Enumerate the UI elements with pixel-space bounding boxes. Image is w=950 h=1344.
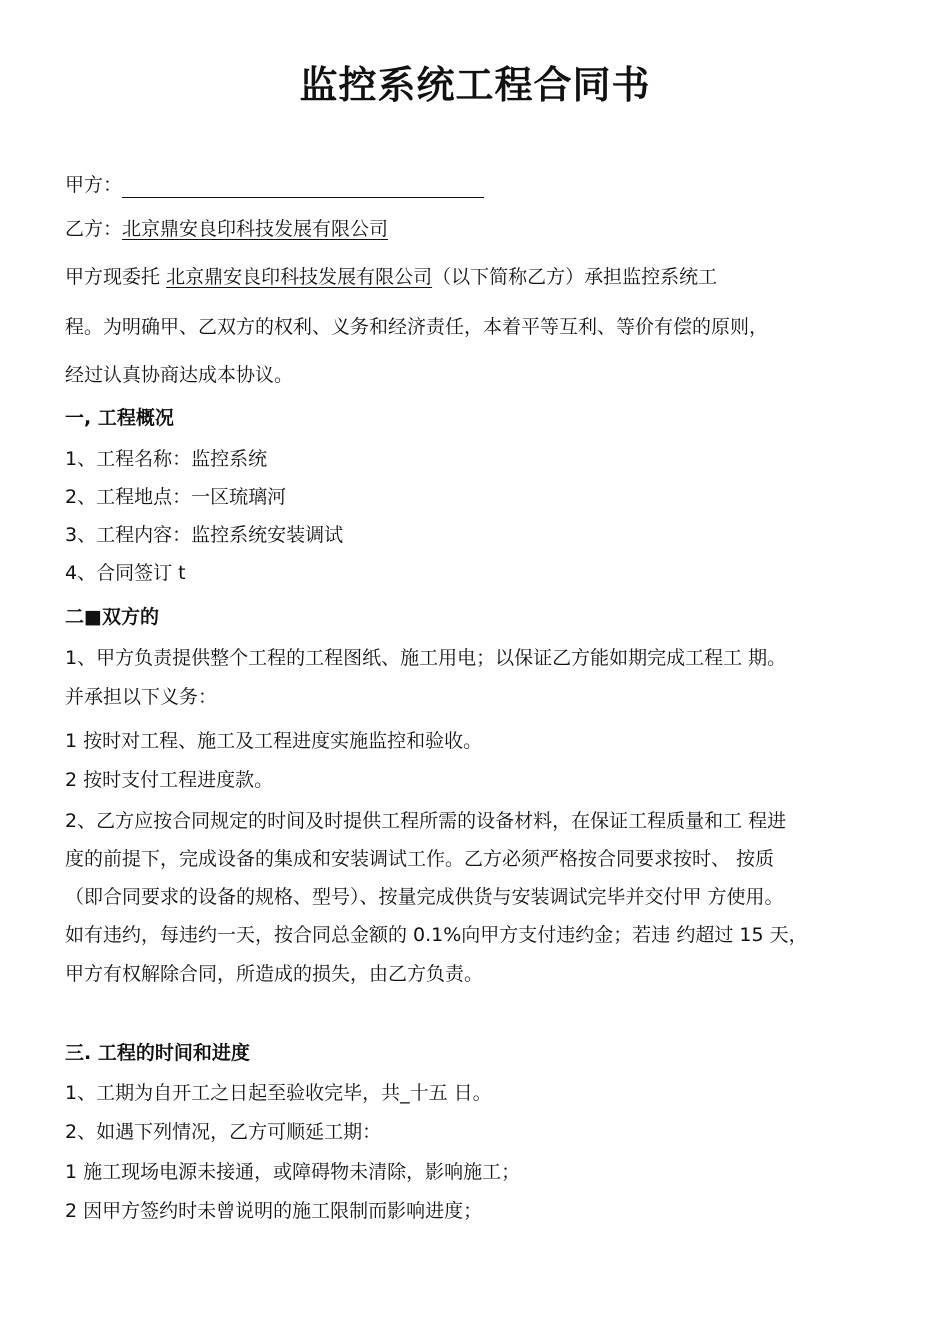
intro-line-3: 经过认真协商达成本协议。 <box>65 364 294 386</box>
section-3-item-2: 2、如遇下列情况，乙方可顺延工期： <box>65 1121 382 1143</box>
party-a-label: 甲方： <box>65 174 123 196</box>
section-1-item: 2、工程地点：一区琉璃河 <box>65 486 287 508</box>
section-1-heading: 一, 工程概况 <box>65 407 174 429</box>
section-3-sub-2: 2 因甲方签约时未曾说明的施工限制而影响进度； <box>65 1200 483 1222</box>
section-3-item-1: 1、工期为自开工之日起至验收完毕，共_十五 日。 <box>65 1082 492 1104</box>
section-2-sub-1: 1 按时对工程、施工及工程进度实施监控和验收。 <box>65 730 483 752</box>
intro-line-1 <box>65 264 717 290</box>
section-2-p2-line-3: （即合同要求的设备的规格、型号）、按量完成供货与安装调试完毕并交付甲 方使用。 <box>65 886 784 908</box>
section-1-item: 1、工程名称：监控系统 <box>65 448 268 470</box>
section-2-p2-line-5: 甲方有权解除合同，所造成的损失，由乙方负责。 <box>65 963 484 985</box>
section-1-item: 4、合同签订 t <box>65 562 186 584</box>
party-b-label: 乙方： <box>65 218 123 240</box>
intro-company: 北京鼎安良印科技发展有限公司 <box>166 266 433 288</box>
document-title: 监控系统工程合同书 <box>299 63 651 107</box>
intro-prefix: 甲方现委托 <box>65 266 161 288</box>
section-2-p1-line-1: 1、甲方负责提供整个工程的工程图纸、施工用电；以保证乙方能如期完成工程工 期。 <box>65 647 787 669</box>
intro-line-2: 程。为明确甲、乙双方的权利、义务和经济责任，本着平等互利、等价有偿的原则， <box>65 316 769 338</box>
section-3-sub-1: 1 施工现场电源未接通，或障碍物未清除，影响施工； <box>65 1161 521 1183</box>
section-3-heading: 三. 工程的时间和进度 <box>65 1042 250 1064</box>
party-a-blank <box>122 175 484 198</box>
section-2-sub-2: 2 按时支付工程进度款。 <box>65 769 274 791</box>
intro-suffix: （以下简称乙方）承担监控系统工 <box>432 266 718 288</box>
section-2-p2-line-4: 如有违约，每违约一天，按合同总金额的 0.1%向甲方支付违约金；若违 约超过 15 天， <box>65 924 808 946</box>
section-1-item: 3、工程内容：监控系统安装调试 <box>65 524 344 546</box>
section-2-p1-line-2: 并承担以下义务： <box>65 686 218 708</box>
party-a-line <box>65 172 484 198</box>
section-2-heading: 二■双方的 <box>65 606 159 628</box>
party-b-name: 北京鼎安良印科技发展有限公司 <box>122 218 389 240</box>
section-2-p2-line-1: 2、乙方应按合同规定的时间及时提供工程所需的设备材料，在保证工程质量和工 程进 <box>65 810 787 832</box>
party-b-line <box>65 216 388 242</box>
section-2-p2-line-2: 度的前提下，完成设备的集成和安装调试工作。乙方必须严格按合同要求按时、 按质 <box>65 848 775 870</box>
